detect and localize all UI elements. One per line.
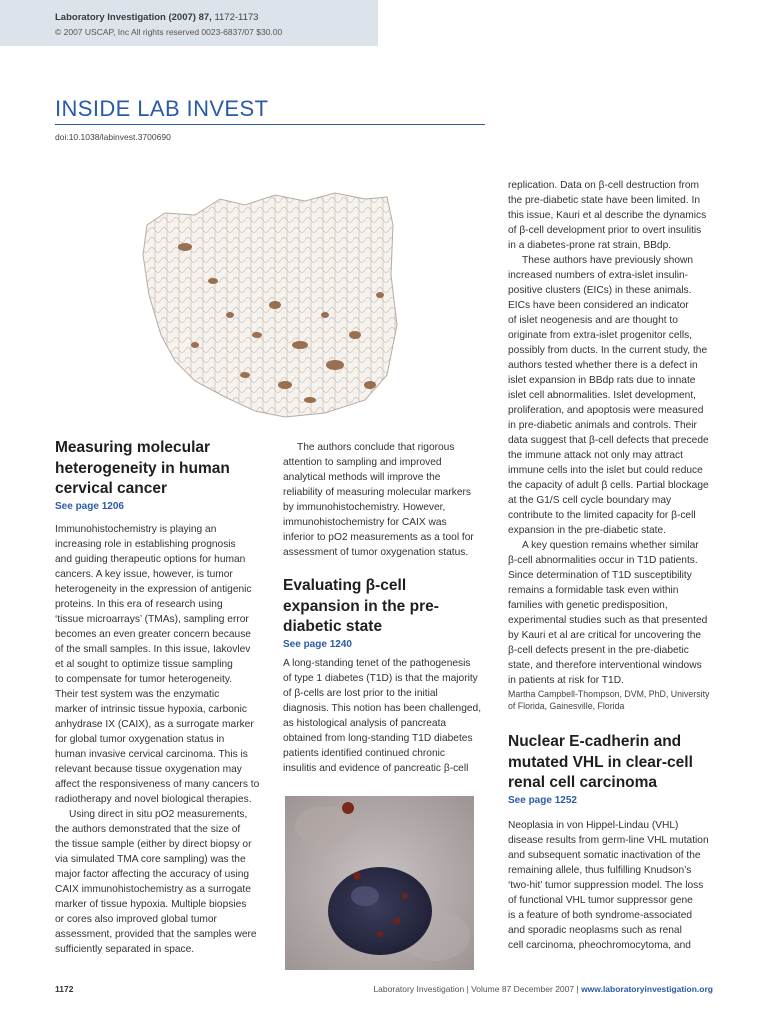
column-two (283, 440, 491, 776)
paragraph: These authors have previously shown increased numbers of extra-islet insulin- positive clusters (EICs) in these animals. EICs have been considered an indicator of islet neogenesis and are thought to originate from extra-islet progenitor cells, possibly from ducts. In the current study, the authors tested whether there is a defect in islet expansion in BBdp rats due to innate islet cell abnormalities. Islet development, proliferation, and apoptosis were measured in pre-diabetic animals and controls. Their data suggest that β-cell defects that precede the immune attack not only may attract immune cells into the islet but could reduce the capacity of adult β cells. Partial blockage at the G1/S cell cycle boundary may contribute to the limited capacity for β-cell expansion in the pre-diabetic state. (508, 255, 709, 536)
see-page-link[interactable]: See page 1240 (283, 638, 352, 650)
see-page-link[interactable]: See page 1206 (55, 500, 124, 512)
cell-micrograph-figure (285, 796, 474, 970)
footer-journal (373, 984, 713, 994)
paragraph: The authors conclude that rigorous attention to sampling and improved analytical methods will improve the reliability of measuring molecular markers by immunohistochemistry. However, immunohistochemistry for CAIX was inferior to pO2 measurements as a tool for assessment of tumor oxygenation status. (283, 442, 474, 558)
journal-name: Laboratory Investigation (2007) 87, (55, 12, 212, 23)
paragraph: Neoplasia in von Hippel-Lindau (VHL) disease results from germ-line VHL mutation and subsequent somatic inactivation of the remaining allele, thus fulfilling Knudson’s ‘two-hit’ tumor suppression model. The loss of functional VHL tumor suppressor gene is a feature of both syndrome-associated and sporadic neoplasms such as renal cell carcinoma, pheochromocytoma, and (508, 819, 709, 951)
column-three (508, 178, 720, 953)
journal-citation (55, 12, 258, 23)
paragraph: A key question remains whether similar β-cell abnormalities occur in T1D patients. Since determination of T1D susceptibility remains a formidable task even within families with genetic predisposition, experimental studies such as that presented by Kauri et al are critical for uncovering the β-cell defects present in the pre-diabetic state, and therefore interventional windows in patients at risk for T1D. (508, 540, 708, 686)
see-page-link[interactable]: See page 1252 (508, 794, 577, 806)
paragraph: Using direct in situ pO2 measurements, the authors demonstrated that the size of the tissue sample (either by direct biopsy or via simulated TMA core sampling) was the major factor affecting the accuracy of using CAIX immunohistochemistry as a surrogate marker of tissue hypoxia. Multiple biopsies or cores also improved global tumor assessment, provided that the samples were sufficiently separated in space. (55, 808, 257, 955)
tissue-micrograph-figure (125, 185, 403, 422)
footer-issue: Laboratory Investigation | Volume 87 December 2007 | (373, 984, 579, 994)
section-title: INSIDE LAB INVEST (55, 96, 269, 121)
copyright-line: © 2007 USCAP, Inc All rights reserved 0023-6837/07 $30.00 (55, 27, 283, 37)
article-e-cadherin (508, 732, 720, 953)
article-title: Measuring molecular heterogeneity in human cervical cancer (55, 439, 230, 497)
journal-pages: 1172-1173 (214, 12, 259, 23)
journal-url-link[interactable]: www.laboratoryinvestigation.org (581, 984, 713, 994)
paragraph: A long-standing tenet of the pathogenesis of type 1 diabetes (T1D) is that the majority of β-cells are lost prior to the initial diagnosis. This notion has been challenged, as histological analysis of pancreata obtained from long-standing T1D diabetes patients identified continued chronic insulitis and evidence of pancreatic β-cell (283, 657, 482, 774)
article-beta-cell (283, 576, 491, 776)
article-cervical-cancer (55, 438, 270, 957)
page-number: 1172 (55, 984, 74, 994)
title-rule (55, 124, 485, 125)
paragraph: replication. Data on β-cell destruction from the pre-diabetic state have been limited. In this issue, Kauri et al describe the dynamics of β-cell development prior to overt insulitis in a diabetes-prone rat strain, BBdp. (508, 180, 707, 251)
paragraph: Immunohistochemistry is playing an increasing role in establishing prognosis and guiding therapeutic options for human cancers. A key issue, however, is tumor heterogeneity in the expression of antigenic proteins. In this era of research using ‘tissue microarrays’ (TMAs), sampling error becomes an even greater concern because of the small samples. In this issue, Iakovlev et al sought to optimize tissue sampling to compensate for tumor heterogeneity. Their test system was the enzymatic marker of intrinsic tissue hypoxia, carbonic anhydrase IX (CAIX), as a surrogate marker for global tumor oxygenation status in human invasive cervical carcinoma. This is relevant because tissue oxygenation may affect the responsiveness of many cancers to radiotherapy and novel biological therapies. (55, 523, 260, 805)
author-credit: Martha Campbell-Thompson, DVM, PhD, University of Florida, Gainesville, Florida (508, 689, 710, 711)
article-title: Nuclear E-cadherin and mutated VHL in clear-cell renal cell carcinoma (508, 733, 693, 791)
journal-header-band (0, 0, 378, 46)
article-title: Evaluating β-cell expansion in the pre- diabetic state (283, 577, 439, 635)
doi: doi:10.1038/labinvest.3700690 (55, 132, 171, 142)
